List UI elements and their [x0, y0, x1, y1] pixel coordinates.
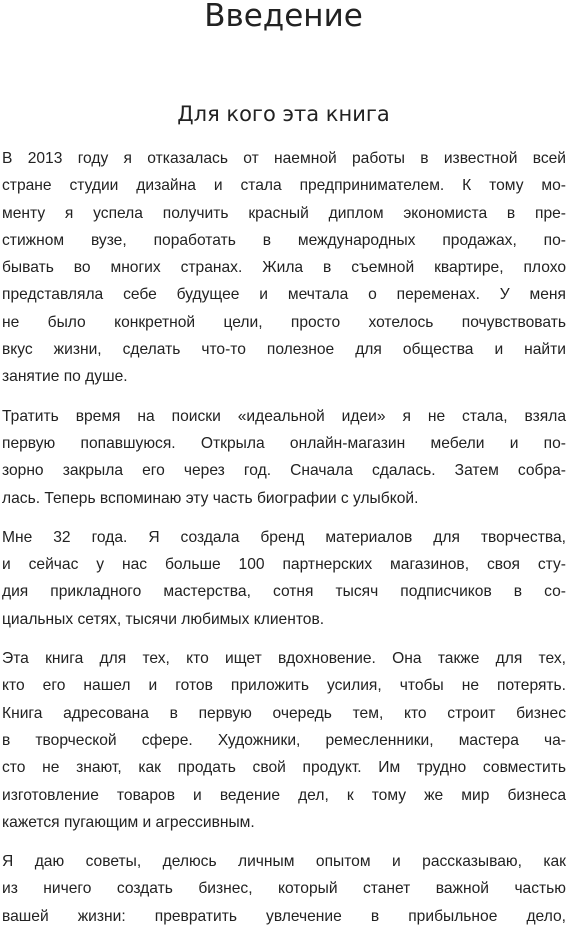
paragraph — [2, 145, 566, 391]
text-line: В 2013 году я отказалась от наемной работы в известной всей — [2, 150, 566, 167]
text-line: занятие по душе. — [2, 368, 128, 386]
text-line: Я даю советы, делюсь личным опытом и рассказываю, как — [2, 853, 566, 871]
text-line: и сейчас у нас больше 100 партнерских магазинов, своя сту- — [2, 556, 566, 574]
text-line: кажется пугающим и агрессивным. — [2, 813, 255, 831]
paragraph — [2, 403, 566, 512]
text-line: лась. Теперь вспоминаю эту часть биографии с улыбкой. — [2, 489, 419, 507]
text-line: в творческой сфере. Художники, ремесленники, мастера ча- — [2, 731, 566, 749]
paragraph — [2, 645, 566, 836]
body-text — [2, 145, 566, 929]
text-line: из ничего создать бизнес, который станет важной частью — [2, 880, 566, 898]
text-line: вашей жизни: превратить увлечение в прибыльное дело, — [2, 907, 566, 925]
text-line: не было конкретной цели, просто хотелось почувствовать — [2, 313, 566, 331]
paragraph — [2, 524, 566, 633]
text-line: Книга адресована в первую очередь тем, кто строит бизнес — [2, 704, 566, 722]
text-line: вкус жизни, сделать что-то полезное для общества и найти — [2, 341, 566, 359]
text-line: Эта книга для тех, кто ищет вдохновение. Она также для тех, — [2, 650, 566, 668]
text-line: изготовление товаров и ведение дел, к тому же мир бизнеса — [2, 786, 566, 804]
section-title: Для кого эта книга — [177, 102, 390, 126]
text-line: кто его нашел и готов приложить усилия, чтобы не потерять. — [2, 677, 566, 695]
text-line: бывать во многих странах. Жила в съемной квартире, плохо — [2, 259, 566, 277]
text-line: Тратить время на поиски «идеальной идеи» я не стала, взяла — [2, 407, 566, 425]
text-line: стране студии дизайна и стала предпринимателем. К тому мо- — [2, 177, 566, 195]
chapter-title: Введение — [204, 0, 363, 34]
text-line: сто не знают, как продать свой продукт. Им трудно совместить — [2, 759, 566, 777]
text-line: представляла себе будущее и мечтала о переменах. У меня — [2, 286, 566, 304]
text-line: первую попавшуюся. Открыла онлайн-магазин мебели и по- — [2, 434, 566, 452]
text-line: зорно закрыла его через год. Сначала сдалась. Затем собра- — [2, 462, 566, 480]
text-line: циальных сетях, тысячи любимых клиентов. — [2, 610, 325, 628]
text-line: Мне 32 года. Я создала бренд материалов для творчества, — [2, 528, 566, 546]
paragraph — [2, 848, 566, 929]
text-line: дия прикладного мастерства, сотня тысяч подписчиков в со- — [2, 583, 566, 601]
text-line: стижном вузе, поработать в международных продажах, по- — [2, 231, 566, 249]
text-line: менту я успела получить красный диплом экономиста в пре- — [2, 204, 566, 222]
